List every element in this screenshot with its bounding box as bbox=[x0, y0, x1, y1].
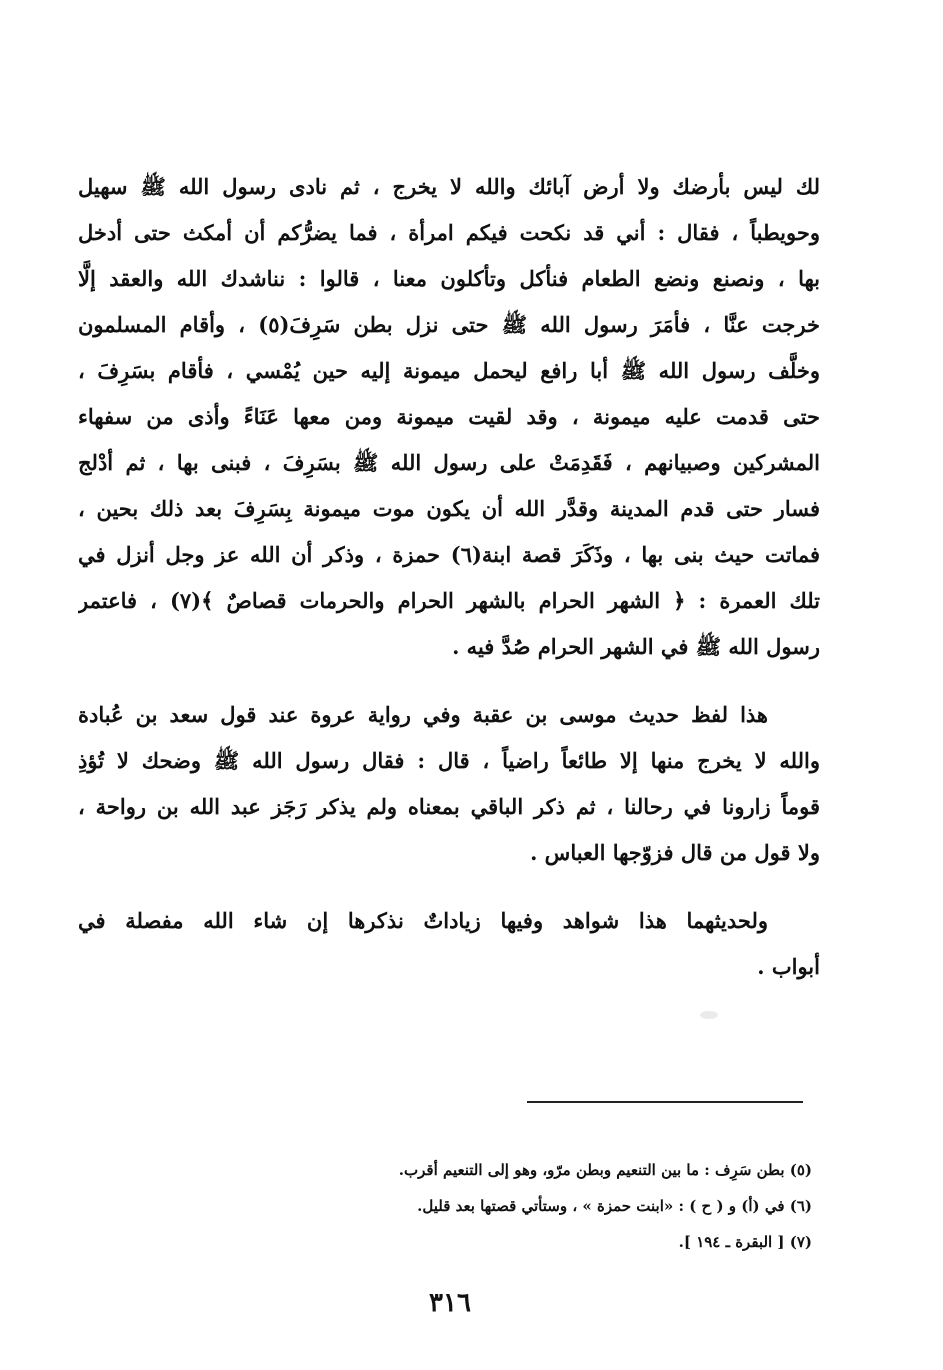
text-line: هذا لفظ حديث موسى بن عقبة وفي رواية عروة عند قول سعد بن عُبادة bbox=[78, 702, 768, 727]
footnote: (٧) [ البقرة ـ ١٩٤ ]. bbox=[678, 1233, 812, 1251]
text-line: تلك العمرة : ﴿ الشهر الحرام بالشهر الحرام والحرمات قصاصٌ ﴾(٧) ، فاعتمر bbox=[78, 588, 820, 613]
text-line: فسار حتى قدم المدينة وقدَّر الله أن يكون موت ميمونة بِسَرِفَ بعد ذلك بحين ، bbox=[78, 496, 820, 521]
text-line: ولا قول من قال فزوّجها العباس . bbox=[530, 840, 820, 865]
text-line: لك ليس بأرضك ولا أرض آبائك والله لا يخرج ، ثم نادى رسول الله ﷺ سهيل bbox=[78, 174, 820, 199]
text-line: بها ، ونصنع ونضع الطعام فنأكل وتأكلون معنا ، قالوا : نناشدك الله والعقد إلَّا bbox=[78, 266, 820, 291]
scan-smudge bbox=[700, 1011, 718, 1019]
paragraph-gap bbox=[78, 876, 820, 898]
footnotes bbox=[300, 1152, 812, 1260]
text-line: خرجت عنَّا ، فأمَرَ رسول الله ﷺ حتى نزل بطن سَرِفَ(٥) ، وأقام المسلمون bbox=[78, 312, 820, 337]
footnote: (٥) بطن سَرِف : ما بين التنعيم وبطن مرّو، وهو إلى التنعيم أقرب. bbox=[398, 1161, 812, 1179]
footnote: (٦) في (أ) و ( ح ) : «ابنت حمزة » ، وستأتي قصتها بعد قليل. bbox=[417, 1197, 812, 1215]
text-line: المشركين وصبيانهم ، فَقَدِمَتْ على رسول الله ﷺ بسَرِفَ ، فبنى بها ، ثم أدْلج bbox=[78, 450, 820, 475]
paragraph-2 bbox=[78, 692, 820, 876]
main-text bbox=[78, 164, 820, 990]
text-line: قوماً زارونا في رحالنا ، ثم ذكر الباقي بمعناه ولم يذكر رَجَز عبد الله بن رواحة ، bbox=[78, 794, 820, 819]
page-number: ٣١٦ bbox=[429, 1288, 471, 1318]
text-line: ولحديثهما هذا شواهد وفيها زياداتٌ نذكرها إن شاء الله مفصلة في bbox=[78, 908, 768, 933]
text-line: حتى قدمت عليه ميمونة ، وقد لقيت ميمونة ومن معها عَنَاءً وأذى من سفهاء bbox=[78, 404, 820, 429]
footnote-separator bbox=[527, 1101, 803, 1103]
text-line: فماتت حيث بنى بها ، وذَكَرَ قصة ابنة(٦) حمزة ، وذكر أن الله عز وجل أنزل في bbox=[78, 542, 820, 567]
text-line: وحويطباً ، فقال : أني قد نكحت فيكم امرأة ، فما يضرُّكم أن أمكث حتى أدخل bbox=[78, 220, 820, 245]
paragraph-gap bbox=[78, 670, 820, 692]
paragraph-1 bbox=[78, 164, 820, 670]
text-line: وخلَّف رسول الله ﷺ أبا رافع ليحمل ميمونة إليه حين يُمْسي ، فأقام بسَرِفَ ، bbox=[78, 358, 820, 383]
paragraph-3 bbox=[78, 898, 820, 990]
text-line: أبواب . bbox=[757, 954, 820, 979]
text-line: والله لا يخرج منها إلا طائعاً راضياً ، قال : فقال رسول الله ﷺ وضحك لا تُؤذِ bbox=[78, 748, 820, 773]
text-line: رسول الله ﷺ في الشهر الحرام صُدَّ فيه . bbox=[452, 634, 820, 659]
